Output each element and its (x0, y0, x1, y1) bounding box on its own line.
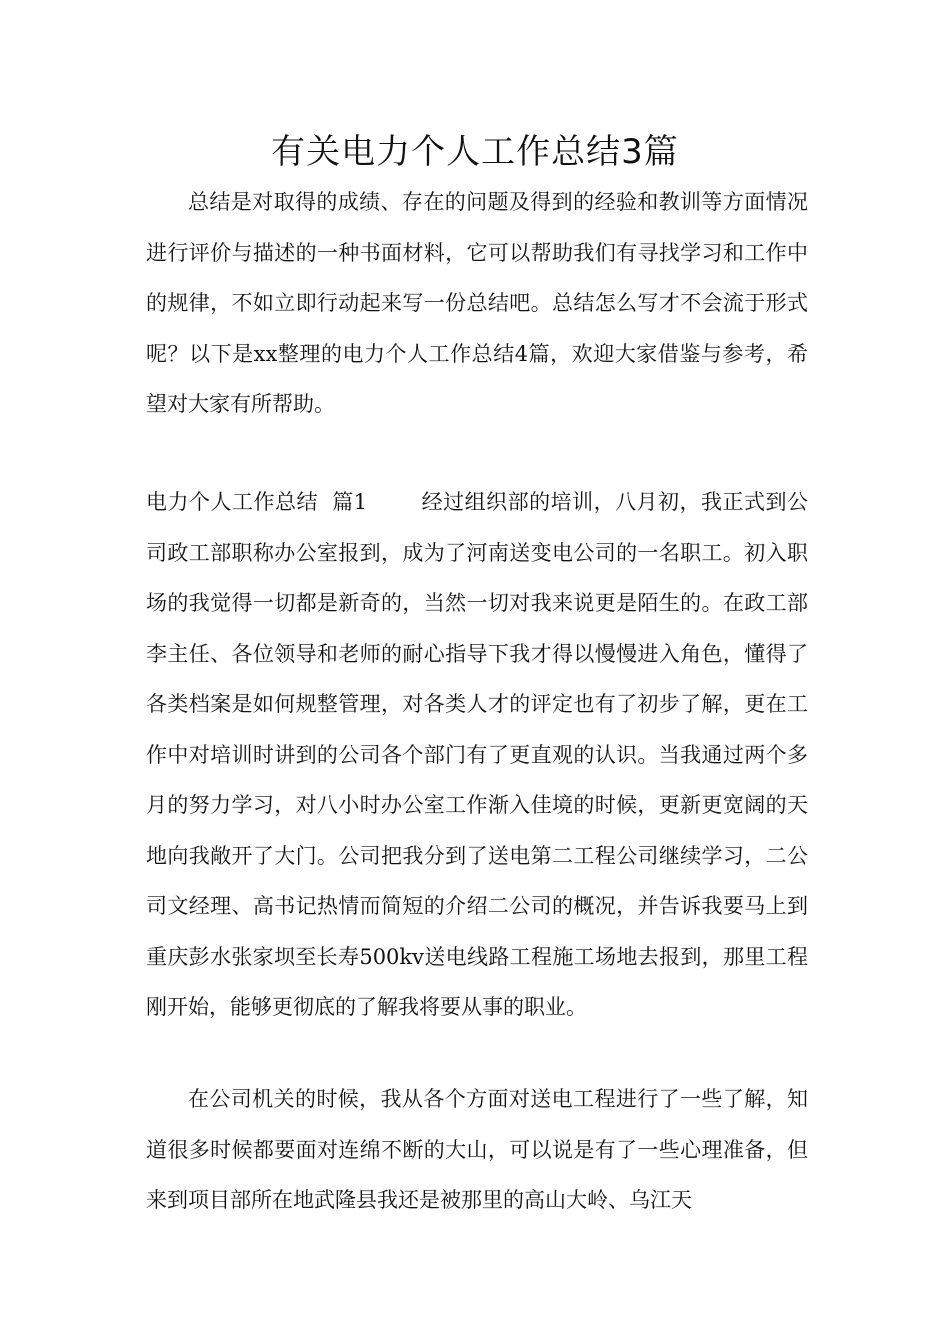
section-1-heading: 电力个人工作总结 篇1 (146, 490, 368, 514)
section-1-text: 经过组织部的培训，八月初，我正式到公司政工部职称办公室报到，成为了河南送变电公司的一名职工。初入职场的我觉得一切都是新奇的，当然一切对我来说更是陌生的。在政工部李主任、各位领导和老师的耐心指导下我才得以慢慢进入角色，懂得了各类档案是如何规整管理，对各类人才的评定也有了初步了解，更在工作中对培训时讲到的公司各个部门有了更直观的认识。当我通过两个多月的努力学习，对八小时办公室工作渐入佳境的时候，更新更宽阔的天地向我敞开了大门。公司把我分到了送电第二工程公司继续学习，二公司文经理、高书记热情而简短的介绍二公司的概况，并告诉我要马上到重庆彭水张家坝至长寿500kv送电线路工程施工场地去报到，那里工程刚开始，能够更彻底的了解我将要从事的职业。 (146, 490, 809, 1019)
paragraph-2: 在公司机关的时候，我从各个方面对送电工程进行了一些了解，知道很多时候都要面对连绵不断的大山，可以说是有了一些心理准备，但来到项目部所在地武隆县我还是被那里的高山大岭、乌江天 (146, 1087, 808, 1212)
document-title: 有关电力个人工作总结3篇 (271, 132, 679, 172)
section-1-paragraph (146, 477, 808, 1033)
intro-paragraph: 总结是对取得的成绩、存在的问题及得到的经验和教训等方面情况进行评价与描述的一种书面材料，它可以帮助我们有寻找学习和工作中的规律，不如立即行动起来写一份总结吧。总结怎么写才不会流于形式呢？以下是xx整理的电力个人工作总结4篇，欢迎大家借鉴与参考，希望对大家有所帮助。 (146, 190, 808, 416)
